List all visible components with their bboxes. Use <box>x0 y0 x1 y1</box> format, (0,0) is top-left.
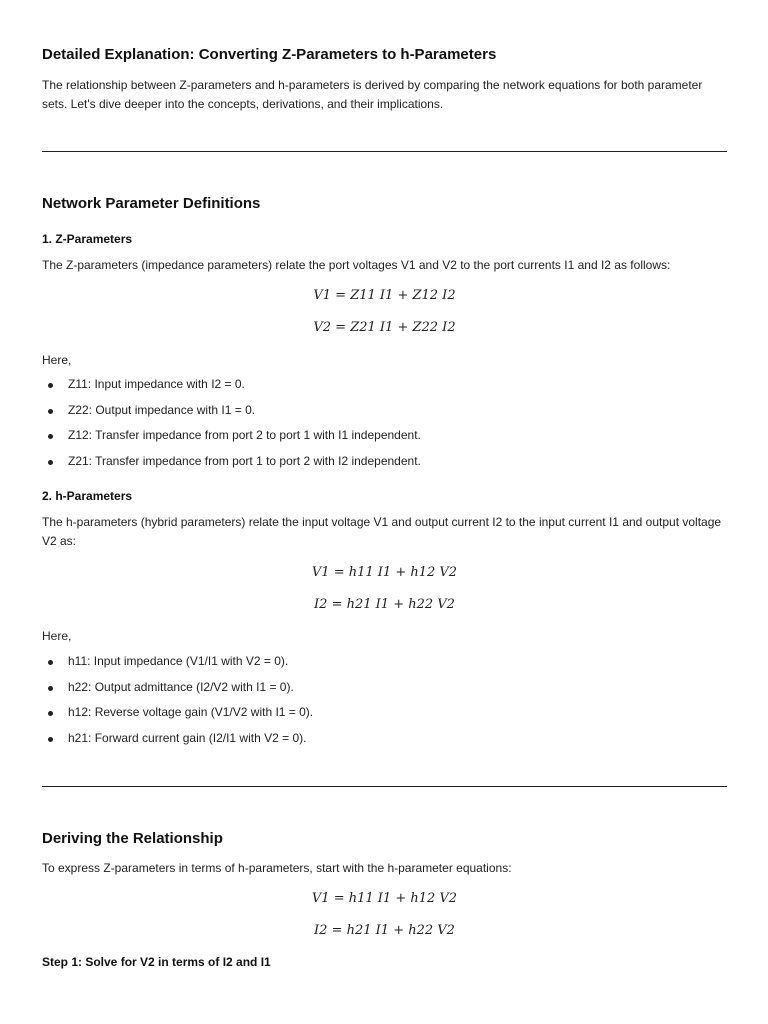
here-label: Here, <box>42 353 72 367</box>
list-item: Z11: Input impedance with I2 = 0. <box>42 375 727 401</box>
z-equation-2: V2 = Z21 I1 + Z22 I2 <box>313 320 456 335</box>
h-parameter-list <box>42 652 727 754</box>
list-item: h22: Output admittance (I2/V2 with I1 = 0). <box>42 678 727 704</box>
list-item: h12: Reverse voltage gain (V1/V2 with I1 = 0). <box>42 703 727 729</box>
z-parameters-heading: 1. Z-Parameters <box>42 232 133 246</box>
z-parameter-list <box>42 375 727 477</box>
z-parameters-description: The Z-parameters (impedance parameters) relate the port voltages V1 and V2 to the port currents I1 and I2 as follows: <box>42 258 671 272</box>
h-equation-2: I2 = h21 I1 + h22 V2 <box>314 597 455 612</box>
deriving-equation-2: I2 = h21 I1 + h22 V2 <box>314 923 455 938</box>
list-item: Z22: Output impedance with I1 = 0. <box>42 401 727 427</box>
h-parameters-heading: 2. h-Parameters <box>42 489 133 503</box>
h-equation-1: V1 = h11 I1 + h12 V2 <box>311 565 458 580</box>
intro-paragraph: The relationship between Z-parameters and h-parameters is derived by comparing the network equations for both parameter sets. Let's dive deeper into the concepts, derivations, and their implications. <box>42 78 703 111</box>
h-parameters-description: The h-parameters (hybrid parameters) relate the input voltage V1 and output current I2 to the input current I1 and output voltage V2 as: <box>42 515 722 548</box>
step-1-heading: Step 1: Solve for V2 in terms of I2 and I1 <box>42 955 271 969</box>
page-title: Detailed Explanation: Converting Z-Parameters to h-Parameters <box>42 46 497 63</box>
list-item: h11: Input impedance (V1/I1 with V2 = 0). <box>42 652 727 678</box>
list-item: Z21: Transfer impedance from port 1 to port 2 with I2 independent. <box>42 452 727 478</box>
deriving-equation-1: V1 = h11 I1 + h12 V2 <box>311 891 458 906</box>
here-label: Here, <box>42 629 72 643</box>
list-item: Z12: Transfer impedance from port 2 to port 1 with I1 independent. <box>42 426 727 452</box>
divider <box>42 151 727 152</box>
deriving-description: To express Z-parameters in terms of h-parameters, start with the h-parameter equations: <box>42 861 512 875</box>
z-equation-1: V1 = Z11 I1 + Z12 I2 <box>313 288 456 303</box>
section-heading-deriving: Deriving the Relationship <box>42 830 223 847</box>
section-heading-definitions: Network Parameter Definitions <box>42 195 261 212</box>
list-item: h21: Forward current gain (I2/I1 with V2 = 0). <box>42 729 727 755</box>
divider <box>42 786 727 787</box>
